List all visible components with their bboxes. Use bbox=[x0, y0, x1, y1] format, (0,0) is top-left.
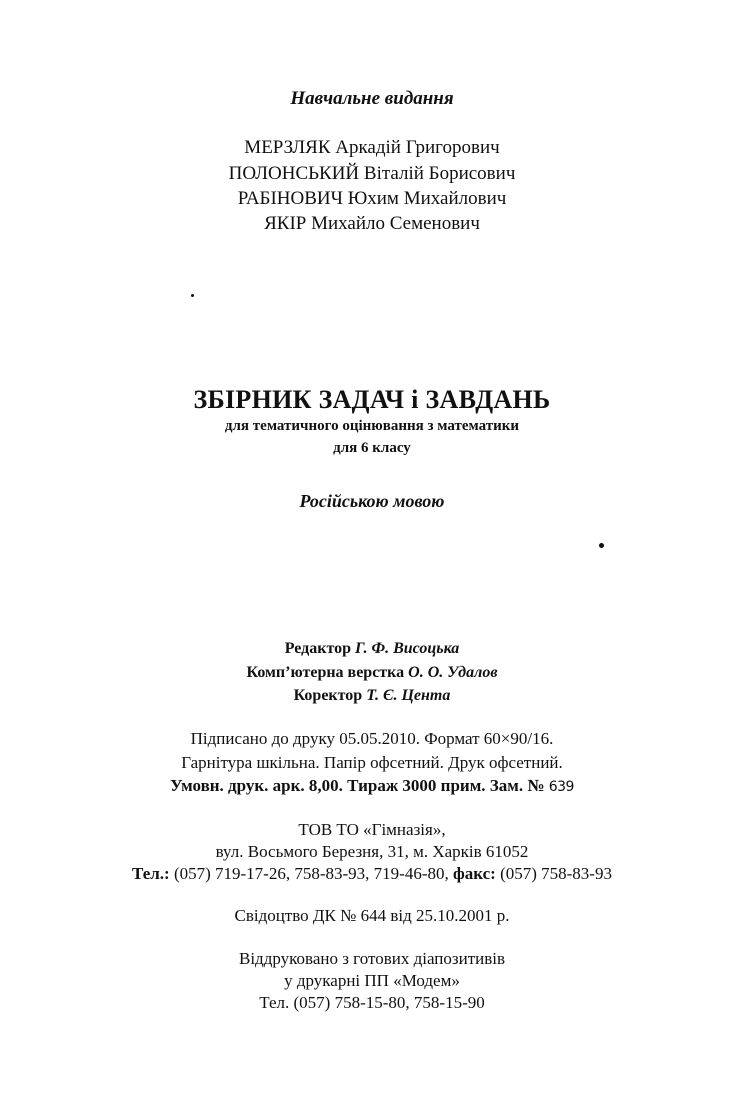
author-2: ПОЛОНСЬКИЙ Віталій Борисович bbox=[228, 163, 516, 184]
order-number-handwritten: 639 bbox=[548, 779, 574, 795]
language-note: Російською мовою bbox=[299, 491, 445, 511]
layout-label: Комп’ютерна верстка bbox=[246, 664, 405, 681]
ink-speck-mark bbox=[599, 543, 604, 548]
publisher-name: ТОВ ТО «Гімназія», bbox=[298, 820, 446, 839]
book-subtitle-line2: для 6 класу bbox=[333, 440, 411, 456]
author-3: РАБІНОВИЧ Юхим Михайлович bbox=[237, 188, 507, 209]
author-1: МЕРЗЛЯК Аркадій Григорович bbox=[244, 137, 500, 158]
print-info-line2: Гарнітура шкільна. Папір офсетний. Друк офсетний. bbox=[181, 753, 563, 772]
phones-label: Тел.: bbox=[132, 864, 170, 883]
layout-line bbox=[0, 664, 744, 682]
publisher-fax: (057) 758-83-93 bbox=[500, 864, 612, 883]
author-4: ЯКІР Михайло Семенович bbox=[264, 213, 480, 234]
proofreader-name: Т. Є. Цента bbox=[366, 687, 451, 704]
printer-line2: у друкарні ПП «Модем» bbox=[284, 971, 460, 990]
book-subtitle-line1: для тематичного оцінювання з математики bbox=[224, 418, 520, 434]
print-info-line3-text: Умовн. друк. арк. 8,00. Тираж 3000 прим. Зам. № bbox=[170, 776, 545, 795]
fax-label: факс: bbox=[452, 864, 496, 883]
printer-line1: Віддруковано з готових діапозитивів bbox=[238, 949, 505, 968]
publisher-address: вул. Восьмого Березня, 31, м. Харків 61052 bbox=[215, 842, 529, 861]
printer-phones: Тел. (057) 758-15-80, 758-15-90 bbox=[259, 993, 485, 1012]
proofreader-label: Коректор bbox=[293, 687, 363, 704]
speck-mark bbox=[191, 294, 194, 297]
editor-line bbox=[0, 640, 744, 658]
editor-label: Редактор bbox=[284, 640, 352, 657]
book-title: ЗБІРНИК ЗАДАЧ і ЗАВДАНЬ bbox=[193, 385, 551, 414]
editor-name: Г. Ф. Висоцька bbox=[355, 640, 460, 657]
print-info-line3 bbox=[0, 776, 744, 796]
proofreader-line bbox=[0, 687, 744, 705]
edition-type: Навчальне видання bbox=[290, 88, 454, 109]
print-info-line1: Підписано до друку 05.05.2010. Формат 60×90/16. bbox=[190, 729, 554, 748]
publisher-certificate: Свідоцтво ДК № 644 від 25.10.2001 р. bbox=[234, 906, 510, 925]
publisher-phones: (057) 719-17-26, 758-83-93, 719-46-80, bbox=[173, 864, 449, 883]
layout-name: О. О. Удалов bbox=[408, 664, 498, 681]
publisher-phones-line bbox=[0, 864, 744, 884]
